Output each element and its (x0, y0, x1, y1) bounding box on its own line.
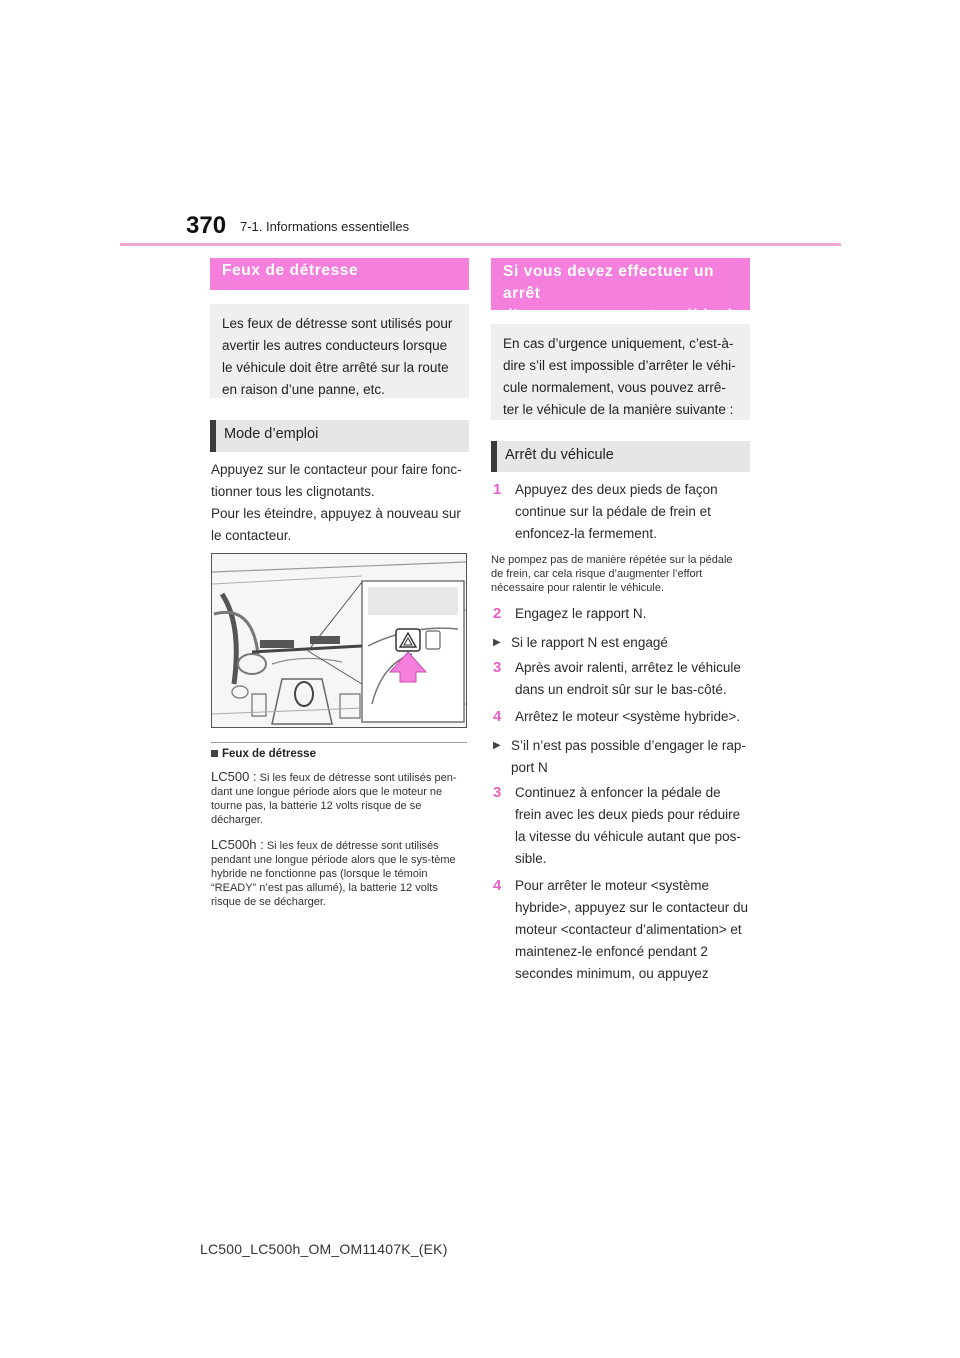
intro-text: Les feux de détresse sont utilisés pour avertir les autres conducteurs lorsque le véhicule doit être arrêté sur la route en raison d’une panne, etc. (222, 316, 453, 397)
note-lc500-text: Si les feux de détresse sont utilisés pen-dant une longue période alors que le moteur ne tourne pas, la batterie 12 volts risque de se décharger. (211, 772, 457, 826)
bullet-text: Si le rapport N est engagé (511, 635, 668, 650)
step-text: Pour arrêter le moteur <système hybride>, appuyez sur le contacteur du moteur <contacteur d’alimentation> et maintenez-le enfoncé pendant 2 secondes minimum, ou appuyez (515, 878, 749, 981)
dashboard-drawing (212, 554, 466, 727)
section-title-hazard (210, 258, 469, 290)
step-number: 1 (493, 481, 502, 498)
intro-box-hazard (210, 304, 469, 398)
note-lc500-label: LC500 : (211, 769, 257, 784)
note-lc500h-label: LC500h : (211, 837, 264, 852)
note-lc500h (211, 838, 469, 909)
step-number: 2 (493, 605, 502, 622)
note-title-text: Feux de détresse (222, 748, 316, 760)
subhead-stop (491, 441, 750, 472)
page-number: 370 (186, 212, 227, 239)
triangle-bullet-icon: ▶ (493, 740, 501, 751)
square-bullet-icon (211, 750, 218, 757)
step-text: Continuez à enfoncer la pédale de frein avec les deux pieds pour réduire la vitesse du véhicule autant que pos-sible. (515, 785, 741, 866)
note-title (211, 748, 316, 760)
intro-box-emergency (491, 324, 750, 420)
note-lc500h-text: Si les feux de détresse sont utilisés pendant une longue période alors que le sys-tème hybride ne fonctionne pas (lorsque le témoin “READY” n’est pas allumé), la batterie 12 volts risque de se décharger. (211, 840, 456, 908)
intro-text: En cas d’urgence uniquement, c’est-à-dire s’il est impossible d’arrêter le véhi-cule normalement, vous pouvez arrê-ter le véhicule de la manière suivante : (503, 336, 736, 417)
subhead-text: Mode d’emploi (224, 426, 319, 442)
section-title-line-1: Si vous devez effectuer un arrêt (503, 263, 715, 302)
note-rule (211, 742, 467, 743)
step-number: 4 (493, 708, 502, 725)
paragraph-operate: Appuyez sur le contacteur pour faire fonc-tionner tous les clignotants. (211, 462, 462, 499)
bullet-text: S’il n’est pas possible d’engager le rap-port N (511, 738, 746, 775)
step-text: Après avoir ralenti, arrêtez le véhicule dans un endroit sûr sur le bas-côté. (515, 660, 741, 697)
dashboard-illustration (211, 553, 467, 728)
document-code: LC500_LC500h_OM_OM11407K_(EK) (200, 1241, 448, 1257)
triangle-bullet-icon: ▶ (493, 637, 501, 648)
step-number: 3 (493, 784, 502, 801)
step-number: 4 (493, 877, 502, 894)
section-title-text: Feux de détresse (222, 262, 359, 279)
chapter-title: 7-1. Informations essentielles (240, 219, 410, 234)
section-title-line-2: d’urgence avec votre véhicule (503, 307, 742, 324)
step-text: Appuyez des deux pieds de façon continue sur la pédale de frein et enfoncez-la fermement. (515, 482, 718, 541)
subhead-mode (210, 420, 469, 452)
note-lc500 (211, 770, 469, 827)
step-number: 3 (493, 659, 502, 676)
step-text: Arrêtez le moteur <système hybride>. (515, 709, 741, 724)
subhead-text: Arrêt du véhicule (505, 447, 614, 463)
section-title-emergency (491, 258, 750, 324)
step-text: Engagez le rapport N. (515, 606, 647, 621)
paragraph-turn-off: Pour les éteindre, appuyez à nouveau sur le contacteur. (211, 506, 461, 543)
warning-note: Ne pompez pas de manière répétée sur la pédale de frein, car cela risque d’augmenter l’effort nécessaire pour ralentir le véhicule. (491, 554, 733, 594)
header-rule (120, 243, 841, 246)
